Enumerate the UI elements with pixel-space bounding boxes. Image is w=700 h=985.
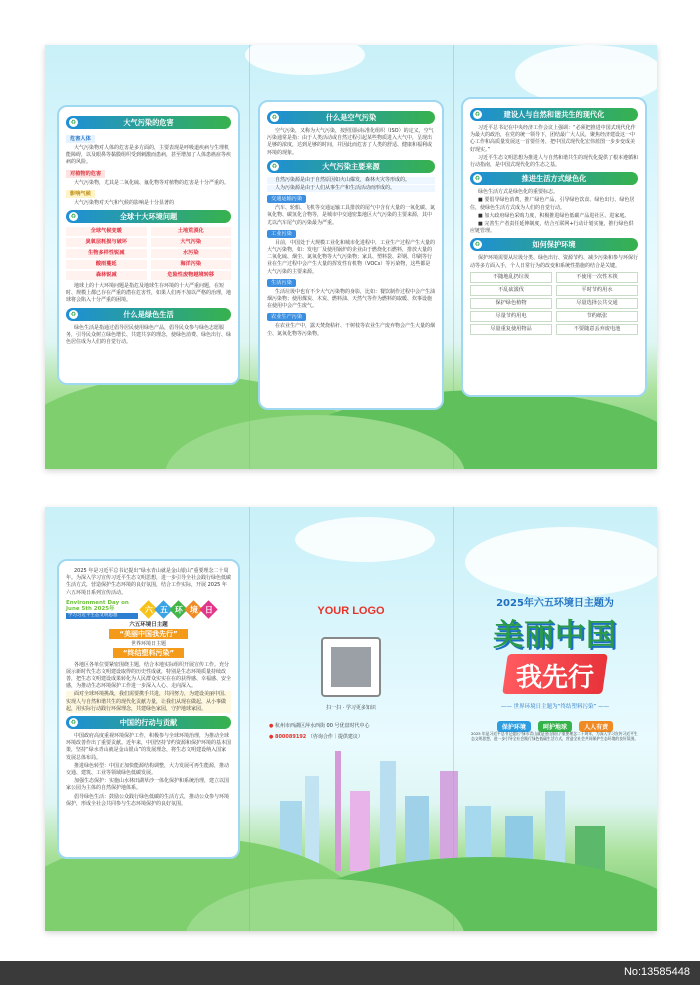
- pill-tag: 人人有责: [579, 721, 613, 732]
- problem-item: 酸雨蔓延: [66, 260, 147, 269]
- section-heading: ♻ 推进生活方式绿色化: [470, 172, 638, 185]
- tip-item: 尽量重复使用物品: [470, 324, 552, 335]
- day-char: 日: [199, 600, 217, 618]
- watermark-text: No:13585448: [623, 966, 690, 978]
- problem-grid: [66, 227, 231, 280]
- panel-front-cover: [453, 507, 657, 931]
- cover-kicker: 2025年六五环境日主题为: [496, 598, 614, 609]
- english-title: Environment Day on June 5th 2025年: [66, 599, 129, 612]
- paragraph: 倡导绿色生活：鼓励公众践行绿色低碳的生活方式，推动公众参与环境保护，形成全社会共同参与生态环境保护的良好氛围。: [66, 793, 230, 807]
- phone-icon: ●: [269, 734, 274, 740]
- phone-line: ● 800089192 （咨询合作｜提供建议）: [269, 734, 363, 740]
- day-char: 五: [154, 600, 172, 618]
- day-char: 六: [139, 600, 157, 618]
- subheading: 对植物的危害: [66, 170, 105, 178]
- watermark-bar: [0, 961, 700, 985]
- tip-item: 保护绿色植物: [470, 298, 552, 309]
- paragraph: ■ 加大政府绿色采购力度，积极推进绿色低碳产品进社区、进家庭。: [478, 212, 630, 219]
- qr-caption: 扫一扫 · 学习更多知识: [326, 705, 376, 711]
- cloud: [245, 45, 365, 75]
- problem-item: 海洋污染: [151, 260, 232, 269]
- tip-item: 不要随意丢弃废电池: [556, 324, 638, 335]
- panel-air-pollution: [258, 100, 444, 410]
- brochure-inside: [45, 45, 657, 469]
- paragraph: 汽车、轮船、飞机等交通运输工具排放的尾气中含有大量的一氧化碳、氮氧化物、碳氢化合物等，是城市中交通密集地区大气污染的主要来源，其中尤以汽车尾气的污染最为严重。: [267, 205, 436, 226]
- problem-item: 全球气候变暖: [66, 227, 147, 236]
- pill-tag: 呵护地球: [538, 721, 572, 732]
- section-heading: ♻ 什么是绿色生活: [66, 308, 231, 321]
- day-characters: [142, 603, 215, 616]
- logo: YOUR LOGO: [317, 605, 385, 617]
- cover-ribbon: —— 世界环境日主题为“终结塑料污染” ——: [500, 704, 610, 710]
- paragraph: 空气污染，又称为大气污染，按照国际标准化组织（ISO）的定义，空气污染通常是指：由于人类活动或自然过程引起某些物质进入大气中，呈现出足够的浓度，达到足够的时间，并因此而危害了人类的舒适、健康和福利或环境的现象。: [267, 128, 434, 156]
- tip-item: 尽量节约用电: [470, 311, 552, 322]
- subheading: 交通运输污染: [267, 195, 306, 203]
- tip-item: 尽量选择公共交通: [556, 298, 638, 309]
- day-char: 境: [184, 600, 202, 618]
- subheading: 工业污染: [267, 230, 296, 238]
- subheading: 危害人体: [66, 135, 95, 143]
- paragraph: 大气污染物对天气和气候的影响是十分显著的: [74, 199, 175, 206]
- tip-item: 节约纸张: [556, 311, 638, 322]
- paragraph: 中国政府高度重视环境保护工作，积极参与全球环境治理，为推动全球环境改善作出了重要贡献。近年来，中国坚持节约资源和保护环境的基本国策，坚持“绿水青山就是金山银山”的发展理念，将生态文明建设纳入国家发展总体布局。: [66, 733, 232, 761]
- paragraph: 面对全球环境挑战，我们需要携手共进，共同努力，为建设美丽中国、实现人与自然和谐共生的现代化贡献力量，让我们从现在做起，从小事做起，用实际行动践行环保理念，共建绿色家园，守护地球家园。: [66, 691, 230, 712]
- brochure-outside: [45, 507, 657, 931]
- paragraph: 习近平总书记在中央经济工作会议上强调：“必须把推进中国式现代化作为最大的政治，在党的统一领导下，团结最广大人民，聚焦经济建设这一中心工作和高质量发展这一首要任务，把中国式现代化宏伟蓝图一步步变成美好现实。”: [470, 125, 636, 153]
- cover-subtitle: 我先行: [515, 663, 594, 693]
- panel-pollution-hazards: [57, 105, 240, 385]
- problem-item: 大气污染: [151, 238, 232, 247]
- tip-item: 平时节约用水: [556, 285, 638, 296]
- cloud: [515, 45, 657, 105]
- section-heading: ♻ 全球十大环境问题: [66, 210, 231, 223]
- paragraph: ■ 要倡导绿色消费，推广绿色产品，引导绿色饮食、绿色出行、绿色居住，使绿色生活方式成为人们的自觉行动。: [470, 197, 635, 211]
- environment-day-banner: [66, 600, 231, 619]
- theme-sub-label: 世界环境日主题: [130, 641, 166, 648]
- subheading: 农业生产污染: [267, 313, 306, 321]
- location-icon: ●: [269, 723, 274, 729]
- paragraph: ■ 完善生产者责任延伸制度，结合互联网+行动计划实施，推行绿色供应链管理。: [470, 221, 634, 235]
- section-heading: ♻ 如何保护环境: [470, 238, 638, 251]
- theme-label: 六五环境日主题: [129, 621, 168, 628]
- section-heading: ♻ 大气污染主要来源: [267, 160, 435, 173]
- qr-code: [321, 637, 381, 697]
- tip-item: 不随地乱扔垃圾: [470, 272, 552, 283]
- paragraph: 大气污染物对人体的危害是多方面的，主要表现是呼吸道疾病与生理机能障碍，以及眼鼻等黏膜组织受到刺激而患病，甚至增加了人体患癌症等疾病的风险。: [66, 145, 232, 166]
- panel-back-cover: [249, 507, 453, 931]
- problem-item: 水污染: [151, 249, 232, 258]
- paragraph: 大气污染物，尤其是二氧化硫、氟化物等对植物的危害是十分严重的。: [74, 179, 230, 186]
- paragraph: 目前，中国处于大规模工业化和城市化进程中，工业生产过程产生大量的大气污染物，如：发电厂及使用锅炉的企业由于燃烧化石燃料，排放大量的二氧化硫、烟尘、氮氧化物等大气污染物；家具、塑料袋、彩钢、印刷等行业在生产过程中会产生大量的挥发性有机物（VOCs）等污染物，这些都是大气污染的主要来源。: [267, 239, 436, 275]
- panel-harmony: [461, 97, 647, 397]
- paragraph: 2025 年是习近平总书记提出“绿水青山就是金山银山”重要理念二十周年。为深入学习宣传习近平生态文明思想，进一步引导全社会践行绿色低碳生活方式，营造保护生态环境的良好氛围，结合工作实际，开展 2025 年六五环境日系列宣传活动。: [66, 568, 232, 596]
- cover-footnote: 2025 年是习近平总书记提出“绿水青山就是金山银山”重要理念二十周年，为深入学习宣传习近平生态文明思想，进一步引导全社会践行绿色低碳生活方式，营造全社会共同保护生态环境的良好氛围。: [471, 731, 639, 741]
- paragraph: 绿色生活是指通过倡导居民使用绿色产品，倡导民众参与绿色志愿服务，引导民众树立绿色增长、共建共享的理念，使绿色消费、绿色出行、绿色居住成为人们的自觉行动。: [66, 324, 232, 346]
- paragraph: 绿色生活方式是绿色化的重要标志。: [478, 189, 559, 196]
- paragraph: 推进绿色转型：中国正加快能源结构调整，大力发展可再生能源，推动交通、建筑、工业等领域绿色低碳发展。: [66, 762, 230, 777]
- paragraph: 加强生态保护：实施山水林田湖草沙一体化保护和系统治理，建立以国家公园为主体的自然保护地体系。: [66, 778, 230, 792]
- pill-tag: 保护环境: [497, 721, 531, 732]
- problem-item: 生物多样性锐减: [66, 249, 147, 258]
- theme-main: “美丽中国我先行”: [109, 629, 187, 639]
- theme-world: “终结塑料污染”: [113, 648, 184, 658]
- cover-title: 美丽中国: [493, 618, 617, 653]
- problem-item: 臭氧层耗损与破坏: [66, 238, 147, 247]
- paragraph: 地球上的十大环境问题是指危及地球生存环境的十大严重问题，在短时、规模上都已存在严重的潜在危害性，如果人们再不加以严格的治理，地球将会陷入十分严重的困境。: [66, 283, 232, 304]
- tip-item: 不使用一次性木筷: [556, 272, 638, 283]
- section-heading: ♻ 中国的行动与贡献: [66, 716, 231, 729]
- problem-item: 森林锐减: [66, 271, 147, 280]
- panel-environment-day: [57, 559, 240, 859]
- subheading: 影响气候: [66, 190, 95, 198]
- subheading: 生活污染: [267, 279, 296, 287]
- paragraph: 生活垃圾中也有不少大气污染物的身影，比如：餐饮制作过程中会产生油烟污染物；使用煤炭、木炭、燃料油、天然气等作为燃料的取暖、炊事设施在使用中会产生废气。: [267, 288, 436, 310]
- problem-item: 危险性废物越境转移: [151, 271, 232, 280]
- paragraph: 自然污染源是由于自然原因如火山爆发，森林火灾等形成的。: [267, 177, 435, 184]
- subtitle-tag: 学习习近平生态文明思想: [66, 613, 138, 619]
- paragraph: 各地区各单位要紧密围绕主题，结合本地实际组织开展宣传工作。充分展示新时代生态文明建设取得的历史性成就，特别是生态环境质量持续改善，把生态文明建设成果转化为人民群众实实在在的获得感、幸福感、安全感，为推动生态环境保护工作进一步深入人心、走向深入。: [66, 661, 232, 690]
- paragraph: 人为污染源是由于人们从事生产和生活活动而形成的。: [267, 185, 435, 192]
- paragraph: 保护环境需要从垃圾分类、绿色出行、资源节约、减少污染和参与环保行动等多方面入手，个人日常行为的改变和系统性措施的结合是关键。: [470, 255, 639, 269]
- section-heading: ♻ 大气污染的危害: [66, 116, 231, 129]
- tip-item: 不乱砍滥伐: [470, 285, 552, 296]
- problem-item: 土地荒漠化: [151, 227, 232, 236]
- section-heading: ♻ 什么是空气污染: [267, 111, 435, 124]
- paragraph: 在农业生产中，露天焚烧秸秆、干树枝等农业生产废弃物会产生大量的烟尘、氮氧化物等污染物。: [267, 323, 436, 337]
- address-line: ● 杭州市西湖区萍水西街 00 号优盘时代中心: [269, 723, 370, 729]
- section-heading: ♻ 建设人与自然和谐共生的现代化: [470, 108, 638, 121]
- tips-grid: [470, 272, 638, 335]
- day-char: 环: [169, 600, 187, 618]
- paragraph: 习近平生态文明思想为推进人与自然和谐共生的现代化提供了根本遵循和行动指南，是中国式现代化的生态之基。: [470, 154, 639, 169]
